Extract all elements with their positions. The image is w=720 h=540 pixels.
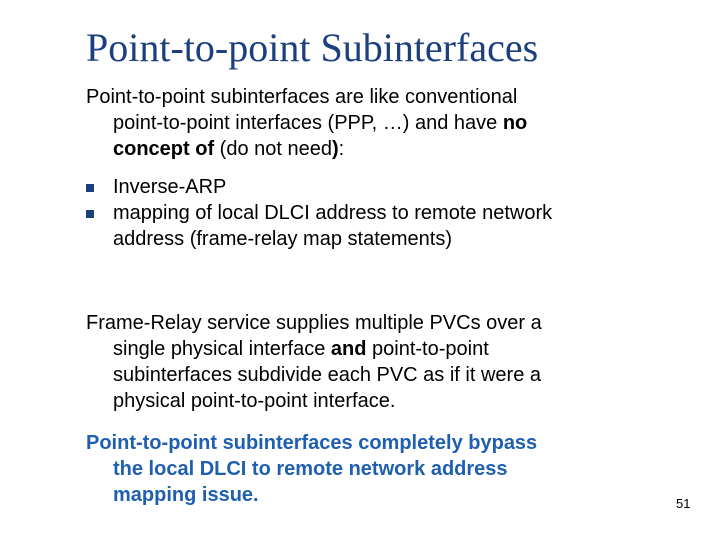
fr-line-1: Frame-Relay service supplies multiple PVCs over a [86,312,542,334]
bullet-item-inverse-arp: Inverse-ARP [86,174,666,200]
bullet-square-icon [86,210,94,218]
fr-line-2: single physical interface and point-to-point [113,338,489,360]
frame-relay-paragraph [86,310,646,414]
conclusion-line-3: mapping issue. [113,484,259,506]
intro-line-2: point-to-point interfaces (PPP, …) and have no [113,112,528,134]
bullet-item-mapping: mapping of local DLCI address to remote network address (frame-relay map statements) [86,200,666,252]
intro-line-1: Point-to-point subinterfaces are like conventional [86,86,518,108]
slide-title: Point-to-point Subinterfaces [86,25,539,70]
fr-line-4: physical point-to-point interface. [113,390,396,412]
page-number: 51 [676,496,691,511]
bullet-list [86,174,666,252]
conclusion-paragraph [86,430,646,508]
bullet-square-icon [86,184,94,192]
intro-line-3: concept of (do not need): [113,138,345,160]
intro-paragraph [86,84,646,162]
conclusion-line-2: the local DLCI to remote network address [113,458,508,480]
conclusion-line-1: Point-to-point subinterfaces completely bypass [86,432,538,454]
fr-line-3: subinterfaces subdivide each PVC as if it were a [113,364,541,386]
